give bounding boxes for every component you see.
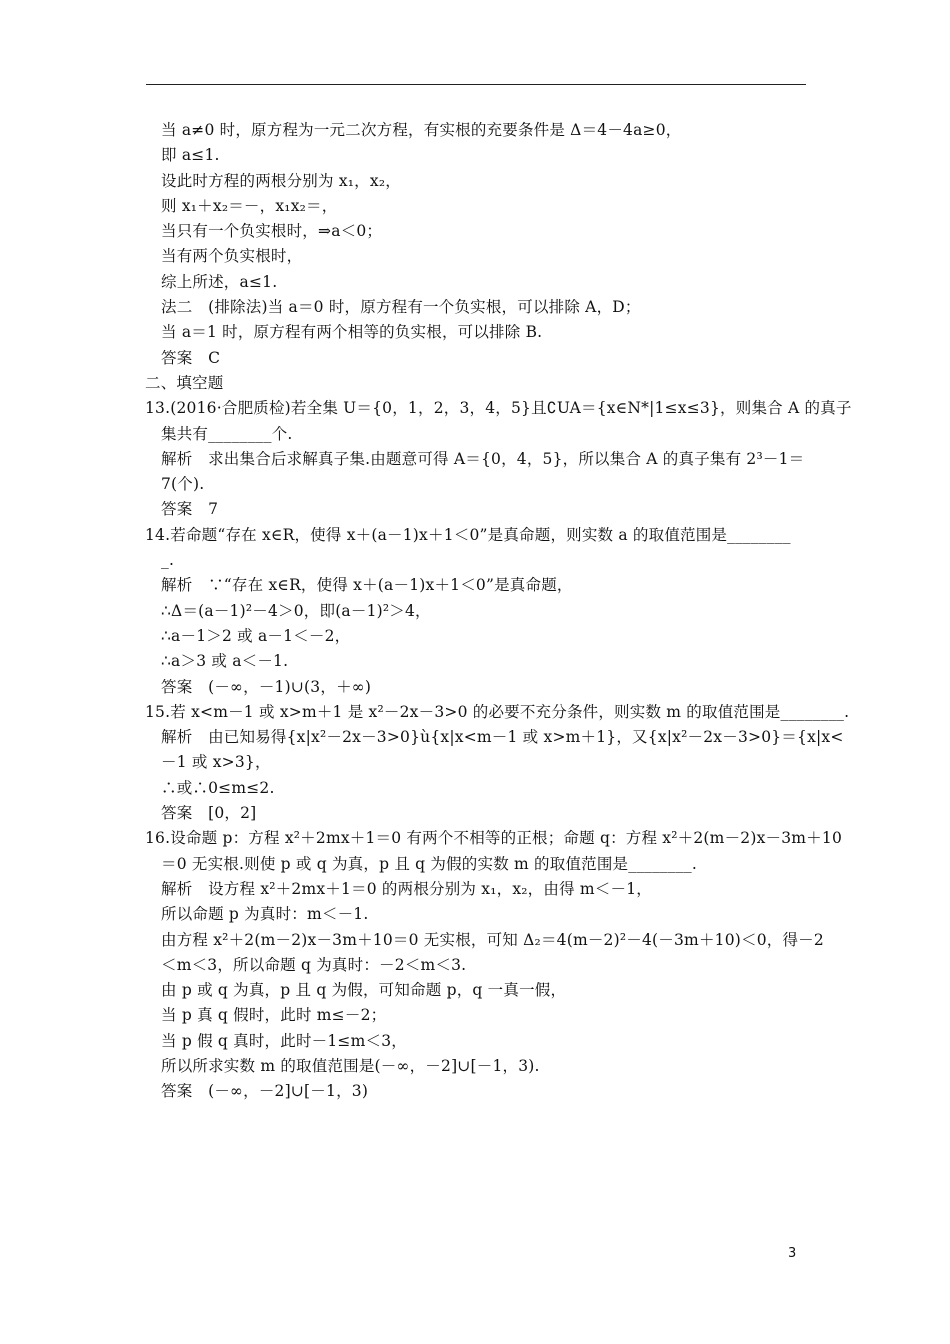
text-line: 由方程 x²＋2(m－2)x－3m＋10＝0 无实根，可知 Δ₂＝4(m－2)²－4(－3m＋10)＜0，得－2 (161, 930, 824, 949)
text-line: 集共有________个. (161, 424, 293, 443)
document-body (145, 118, 852, 1105)
text-line: _. (161, 551, 175, 570)
text-line: 二、填空题 (145, 373, 224, 392)
text-line: 即 a≤1. (161, 146, 220, 165)
text-line: 16.设命题 p：方程 x²＋2mx＋1＝0 有两个不相等的正根；命题 q：方程 x²＋2(m－2)x－3m＋10 (145, 829, 843, 848)
text-line: 综上所述，a≤1. (161, 272, 278, 291)
text-line: 解析 ∵“存在 x∈R，使得 x＋(a－1)x＋1＜0”是真命题， (161, 576, 573, 595)
text-line: 由 p 或 q 为真，p 且 q 为假，可知命题 p，q 一真一假， (161, 981, 567, 1000)
text-line: 7(个). (161, 475, 205, 494)
text-line: 解析 设方程 x²＋2mx＋1＝0 的两根分别为 x₁，x₂，由得 m＜－1， (161, 879, 652, 898)
text-line: 答案 [0，2] (161, 804, 257, 823)
text-line: 当只有一个负实根时，⇒a＜0； (161, 222, 383, 241)
text-line: 当 a≠0 时，原方程为一元二次方程，有实根的充要条件是 Δ＝4－4a≥0， (161, 121, 682, 139)
header-rule (146, 84, 806, 85)
text-line: 答案 (－∞，－1)∪(3，＋∞) (161, 677, 372, 696)
text-line: 答案 (－∞，－2]∪[－1，3) (161, 1082, 369, 1101)
text-line: 当 p 假 q 真时，此时－1≤m＜3， (161, 1031, 407, 1050)
text-line: 当有两个负实根时， (161, 247, 303, 266)
text-line: ＝0 无实根.则使 p 或 q 为真，p 且 q 为假的实数 m 的取值范围是________. (161, 854, 697, 873)
text-line: 13.(2016·合肥质检)若全集 U＝{0，1，2，3，4，5}且∁UA＝{x∈N*|1≤x≤3}，则集合 A 的真子 (145, 399, 852, 418)
text-line: ＜m＜3，所以命题 q 为真时：－2＜m＜3. (161, 955, 467, 974)
text-line: 答案 7 (161, 500, 219, 519)
text-line: 解析 由已知易得{x|x²－2x－3>0}ù{x|x<m－1 或 x>m＋1}，又{x|x²－2x－3>0}＝{x|x< (161, 728, 844, 747)
text-line: 15.若 x<m－1 或 x>m＋1 是 x²－2x－3>0 的必要不充分条件，则实数 m 的取值范围是________. (145, 702, 850, 721)
text-line: 当 p 真 q 假时，此时 m≤－2； (161, 1006, 387, 1025)
page-number: 3 (788, 1246, 797, 1261)
text-line: 解析 求出集合后求解真子集.由题意可得 A＝{0，4，5}，所以集合 A 的真子集有 2³－1＝ (161, 449, 805, 468)
text-line: 法二 (排除法)当 a＝0 时，原方程有一个负实根，可以排除 A，D； (161, 298, 641, 317)
text-line: 答案 C (161, 348, 221, 367)
text-line: 当 a＝1 时，原方程有两个相等的负实根，可以排除 B. (161, 323, 543, 342)
text-line: 则 x₁＋x₂＝－，x₁x₂＝， (161, 196, 338, 215)
text-line: 所以所求实数 m 的取值范围是(－∞，－2]∪[－1，3). (161, 1056, 540, 1075)
text-line: 所以命题 p 为真时：m＜－1. (161, 905, 369, 924)
text-line: ∴a＞3 或 a＜－1. (161, 652, 289, 671)
text-line: －1 或 x>3}， (161, 753, 271, 772)
text-line: ∴Δ＝(a－1)²－4＞0，即(a－1)²＞4， (161, 601, 431, 620)
text-line: ∴a－1＞2 或 a－1＜－2， (161, 626, 351, 645)
text-line: 14.若命题“存在 x∈R，使得 x＋(a－1)x＋1＜0”是真命题，则实数 a 的取值范围是________ (145, 525, 791, 544)
text-line: ∴或∴0≤m≤2. (161, 778, 275, 797)
text-line: 设此时方程的两根分别为 x₁，x₂， (161, 171, 401, 190)
